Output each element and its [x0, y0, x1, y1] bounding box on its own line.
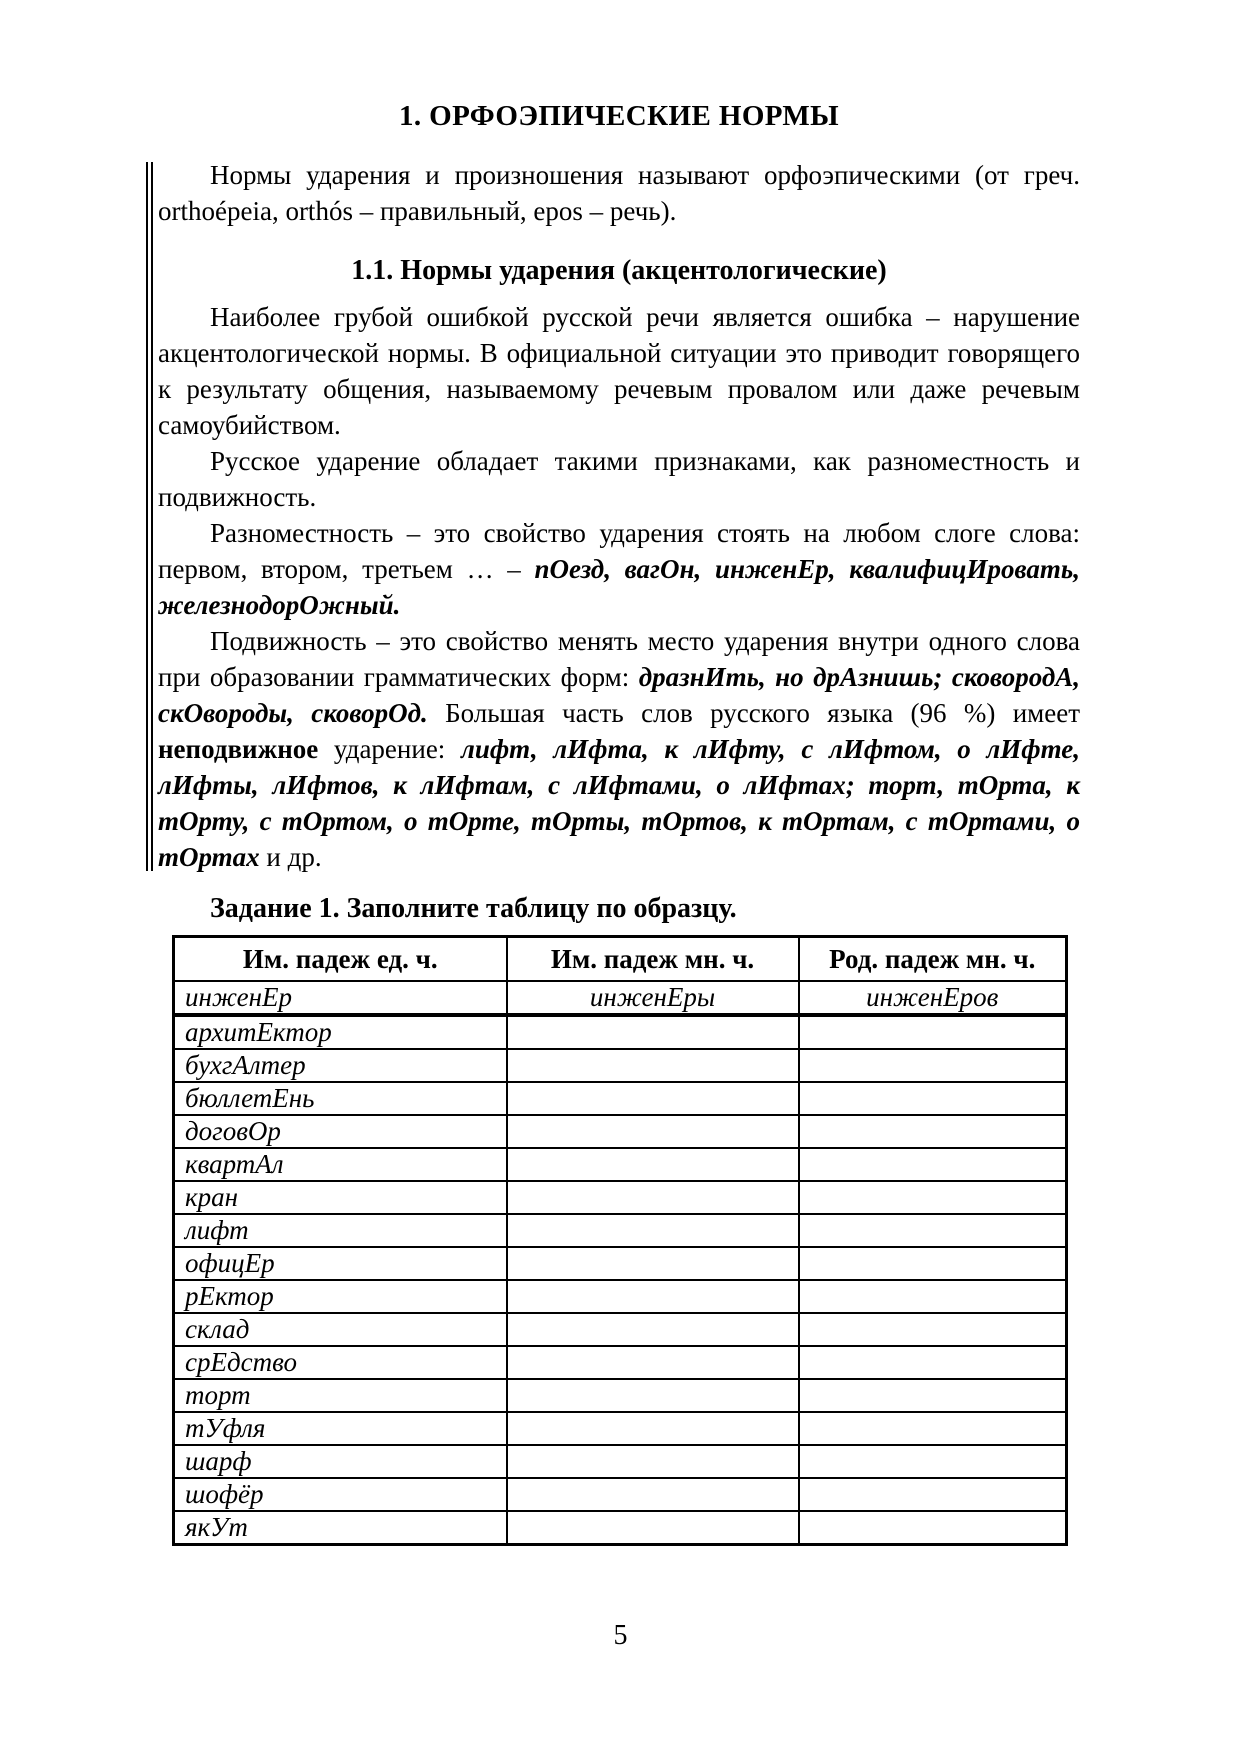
- table-row: [174, 1280, 1067, 1313]
- section-heading: 1.1. Нормы ударения (акцентологические): [351, 255, 887, 286]
- plural-cell-empty: [507, 1346, 799, 1379]
- genitive-cell-empty: [799, 1148, 1067, 1181]
- table-row: [174, 1346, 1067, 1379]
- word-cell: шофёр: [174, 1478, 507, 1511]
- table-row: [174, 1148, 1067, 1181]
- table-row: [174, 1379, 1067, 1412]
- word-cell: торт: [174, 1379, 507, 1412]
- table-row: [174, 1082, 1067, 1115]
- table-row: [174, 1181, 1067, 1214]
- column-header-singular: Им. падеж ед. ч.: [174, 937, 507, 982]
- word-cell: рЕктор: [174, 1280, 507, 1313]
- word-cell: лифт: [174, 1214, 507, 1247]
- genitive-cell-empty: [799, 1445, 1067, 1478]
- plural-cell: инженЕры: [507, 981, 799, 1015]
- table-row: [174, 1412, 1067, 1445]
- plural-cell-empty: [507, 1478, 799, 1511]
- plural-cell-empty: [507, 1313, 799, 1346]
- word-cell: срЕдство: [174, 1346, 507, 1379]
- table-row: [174, 1313, 1067, 1346]
- table-row: [174, 1115, 1067, 1148]
- word-cell: тУфля: [174, 1412, 507, 1445]
- intro-block: [158, 157, 1080, 875]
- genitive-cell-empty: [799, 1247, 1067, 1280]
- genitive-cell-empty: [799, 1478, 1067, 1511]
- table-row: [174, 1015, 1067, 1049]
- paragraph-intro: Нормы ударения и произношения называют орфоэпическими (от греч. orthoépeia, orthós – правильный, epos – речь).: [158, 160, 1080, 226]
- plural-cell-empty: [507, 1049, 799, 1082]
- paragraph-features: Русское ударение обладает такими признаками, как разноместность и подвижность.: [158, 446, 1080, 512]
- table-body: [174, 1015, 1067, 1545]
- word-cell: квартАл: [174, 1148, 507, 1181]
- word-cell: склад: [174, 1313, 507, 1346]
- paragraph-error: Наиболее грубой ошибкой русской речи является ошибка – нарушение акцентологической нормы. В официальной ситуации это приводит говорящего к результату общения, называемому речевым провалом или даже речевым самоубийством.: [158, 302, 1080, 440]
- word-cell: офицЕр: [174, 1247, 507, 1280]
- plural-cell-empty: [507, 1082, 799, 1115]
- genitive-cell-empty: [799, 1280, 1067, 1313]
- genitive-cell-empty: [799, 1412, 1067, 1445]
- task-heading: Задание 1. Заполните таблицу по образцу.: [210, 893, 737, 924]
- table-row: [174, 1445, 1067, 1478]
- word-cell: якУт: [174, 1511, 507, 1545]
- plural-cell-empty: [507, 1379, 799, 1412]
- genitive-cell-empty: [799, 1082, 1067, 1115]
- table-row: [174, 1511, 1067, 1545]
- plural-cell-empty: [507, 1445, 799, 1478]
- page-content: [158, 0, 1080, 1546]
- plural-cell-empty: [507, 1280, 799, 1313]
- genitive-cell-empty: [799, 1181, 1067, 1214]
- word-cell: договОр: [174, 1115, 507, 1148]
- column-header-plural: Им. падеж мн. ч.: [507, 937, 799, 982]
- genitive-cell-empty: [799, 1346, 1067, 1379]
- word-cell: архитЕктор: [174, 1015, 507, 1049]
- word-cell: бухгАлтер: [174, 1049, 507, 1082]
- plural-cell-empty: [507, 1247, 799, 1280]
- genitive-cell-empty: [799, 1214, 1067, 1247]
- plural-cell-empty: [507, 1015, 799, 1049]
- plural-cell-empty: [507, 1214, 799, 1247]
- genitive-cell-empty: [799, 1379, 1067, 1412]
- table-row: [174, 1049, 1067, 1082]
- page-number: 5: [613, 1620, 628, 1651]
- page-title: 1. ОРФОЭПИЧЕСКИЕ НОРМЫ: [398, 100, 840, 132]
- plural-cell-empty: [507, 1412, 799, 1445]
- plural-cell-empty: [507, 1148, 799, 1181]
- genitive-cell-empty: [799, 1313, 1067, 1346]
- word-cell: шарф: [174, 1445, 507, 1478]
- column-header-genitive: Род. падеж мн. ч.: [799, 937, 1067, 982]
- table-row: [174, 1478, 1067, 1511]
- example-row: [174, 981, 1067, 1015]
- margin-change-bar: [146, 162, 153, 871]
- word-cell: кран: [174, 1181, 507, 1214]
- table-row: [174, 1247, 1067, 1280]
- word-cell: инженЕр: [174, 981, 507, 1015]
- plural-cell-empty: [507, 1115, 799, 1148]
- plural-cell-empty: [507, 1511, 799, 1545]
- genitive-cell-empty: [799, 1015, 1067, 1049]
- table-header-row: [174, 937, 1067, 982]
- table-row: [174, 1214, 1067, 1247]
- plural-cell-empty: [507, 1181, 799, 1214]
- word-cell: бюллетЕнь: [174, 1082, 507, 1115]
- genitive-cell-empty: [799, 1049, 1067, 1082]
- paragraph-podvizhnost: Подвижность – это свойство менять место ударения внутри одного слова при образовании грамматических форм: дразнИть, но дрАзнишь; сковородА, скОвороды, сковорОд. Большая часть слов русского языка (96 %) имеет неподвижное ударение: лифт, лИфта, к лИфту, с лИфтом, о лИфте, лИфты, лИфтов, к лИфтам, с лИфтами, о лИфтах; торт, тОрта, к тОрту, с тОртом, о тОрте, тОрты, тОртов, к тОртам, с тОртами, о тОртах и др.: [158, 626, 1081, 872]
- assignment-table: [172, 935, 1068, 1546]
- genitive-cell: инженЕров: [799, 981, 1067, 1015]
- genitive-cell-empty: [799, 1115, 1067, 1148]
- genitive-cell-empty: [799, 1511, 1067, 1545]
- paragraph-raznomestnost: Разноместность – это свойство ударения стоять на любом слоге слова: первом, втором, третьем … – пОезд, вагОн, инженЕр, квалифицИровать, железнодорОжный.: [158, 518, 1080, 620]
